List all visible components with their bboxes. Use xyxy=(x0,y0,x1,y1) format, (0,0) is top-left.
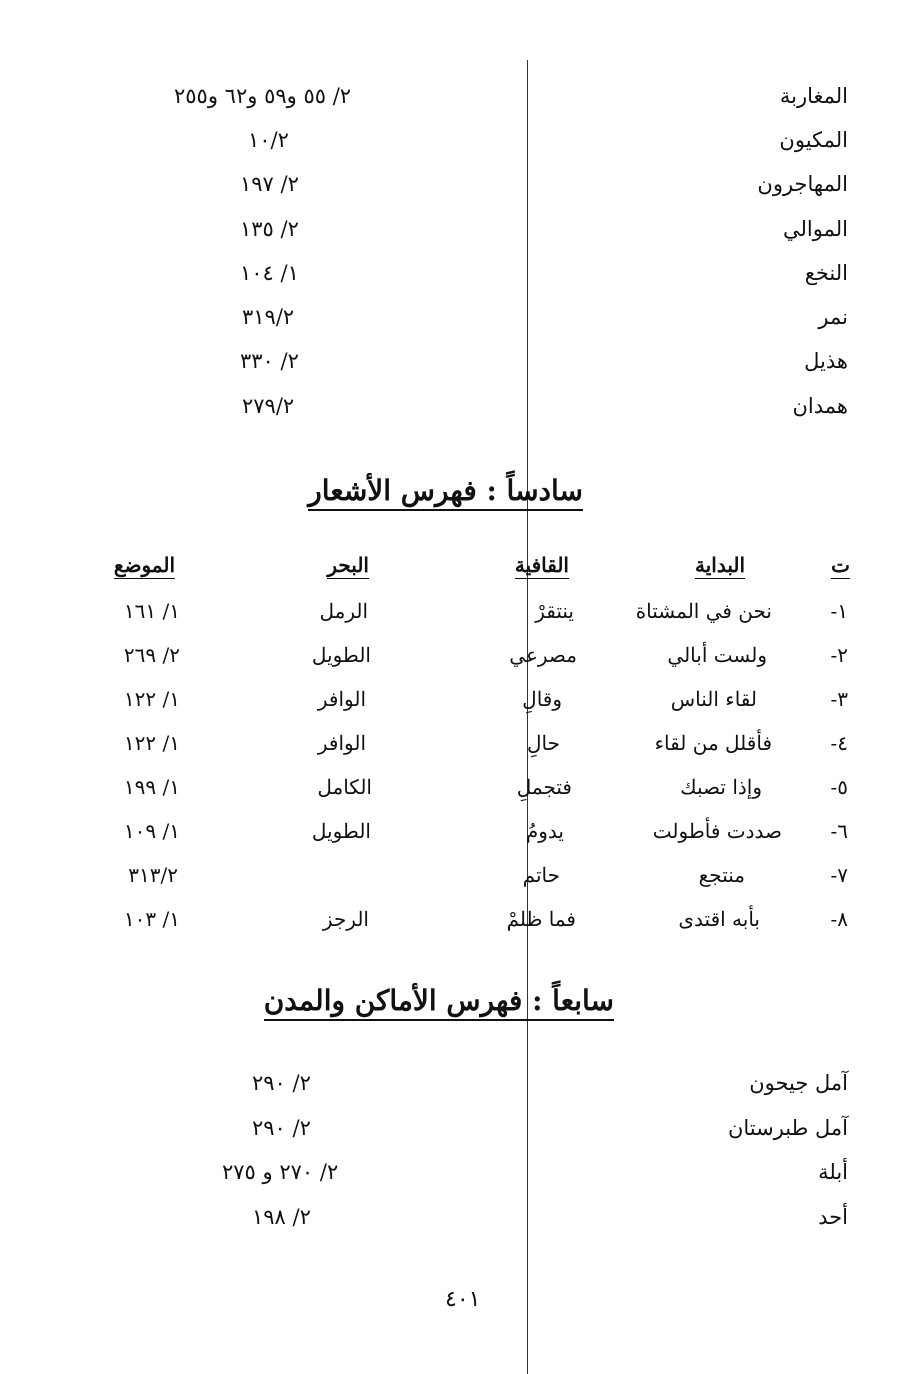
index-entry xyxy=(48,172,848,208)
entry-name: نمر xyxy=(818,305,848,329)
page-number: ٤٠١ xyxy=(445,1287,481,1312)
entry-name: النخع xyxy=(804,261,848,285)
index-entry xyxy=(48,84,848,120)
entry-name: المكيون xyxy=(779,128,848,152)
index-entry xyxy=(48,217,848,253)
entry-reference: ٢/ ٢٩٠ xyxy=(252,1071,311,1095)
entry-reference: ٢/ ٥٥ و٥٩ و٦٢ و٢٥٥ xyxy=(174,84,352,108)
row-opening: نحن في المشتاة xyxy=(635,599,772,623)
row-location: ١/ ١٢٢ xyxy=(123,687,180,711)
index-entry xyxy=(48,305,848,341)
entry-reference: ٢/ ٢٩٠ xyxy=(252,1116,311,1140)
entry-reference: ٢/ ١٣٥ xyxy=(240,217,299,241)
row-rhyme: حالِ xyxy=(527,731,560,755)
row-number: ١- xyxy=(830,599,848,623)
row-location: ٢/ ٢٦٩ xyxy=(123,643,180,667)
index-entry xyxy=(48,261,848,297)
index-entry xyxy=(48,1071,848,1107)
index-entry xyxy=(48,349,848,385)
entry-name: الموالي xyxy=(783,217,848,241)
header-opening: البداية xyxy=(694,553,745,577)
row-rhyme: مصرعي xyxy=(509,643,577,667)
index-entry xyxy=(48,1160,848,1196)
row-opening: ولست أبالي xyxy=(667,643,767,667)
entry-reference: ١/ ١٠٤ xyxy=(240,261,299,285)
index-entry xyxy=(48,1205,848,1241)
row-number: ٨- xyxy=(830,907,848,931)
row-opening: منتجع xyxy=(698,863,745,887)
row-meter: الرمل xyxy=(319,599,368,623)
row-location: ١/ ١٢٢ xyxy=(123,731,180,755)
row-meter: الطويل xyxy=(311,643,371,667)
row-number: ٤- xyxy=(830,731,848,755)
index-entry xyxy=(48,1116,848,1152)
entry-reference: ١٠/٢ xyxy=(248,128,289,152)
row-rhyme: وقالِ xyxy=(522,687,562,711)
entry-name: آمل طبرستان xyxy=(727,1116,848,1140)
places-section-heading: سابعاً : فهرس الأماكن والمدن xyxy=(264,984,614,1021)
row-opening: وإذا تصبك xyxy=(680,775,762,799)
poetry-section-heading: سادساً : فهرس الأشعار xyxy=(308,474,583,511)
row-location: ٣١٣/٢ xyxy=(128,863,178,887)
entry-reference: ٣١٩/٢ xyxy=(242,305,295,329)
header-location: الموضع xyxy=(113,553,175,577)
row-opening: صددت فأطولت xyxy=(652,819,782,843)
entry-reference: ٢/ ٢٧٠ و ٢٧٥ xyxy=(222,1160,339,1184)
row-number: ٣- xyxy=(830,687,848,711)
entry-reference: ٢٧٩/٢ xyxy=(242,394,295,418)
row-location: ١/ ١٩٩ xyxy=(123,775,180,799)
entry-name: أبلة xyxy=(818,1160,848,1184)
row-number: ٢- xyxy=(830,643,848,667)
row-rhyme: يدومُ xyxy=(525,819,564,843)
row-rhyme: ينتقرْ xyxy=(535,599,574,623)
entry-reference: ٢/ ٣٣٠ xyxy=(240,349,299,373)
header-meter: البحر xyxy=(327,553,369,577)
entry-name: آمل جيحون xyxy=(749,1071,848,1095)
row-number: ٦- xyxy=(830,819,848,843)
row-meter: الرجز xyxy=(322,907,369,931)
row-opening: بأبه اقتدى xyxy=(678,907,760,931)
header-number: ت xyxy=(831,553,850,577)
row-opening: لقاء الناس xyxy=(670,687,757,711)
row-location: ١/ ١٠٣ xyxy=(123,907,180,931)
row-meter: الوافر xyxy=(317,731,366,755)
row-opening: فأقلل من لقاء xyxy=(654,731,772,755)
header-rhyme: القافية xyxy=(514,553,569,577)
row-rhyme: فتجملِ xyxy=(516,775,572,799)
entry-name: المغاربة xyxy=(779,84,848,108)
entry-name: همدان xyxy=(792,394,848,418)
index-entry xyxy=(48,394,848,430)
row-number: ٥- xyxy=(830,775,848,799)
index-entry xyxy=(48,128,848,164)
entry-name: هذيل xyxy=(804,349,848,373)
row-rhyme: حاتم xyxy=(522,863,560,887)
entry-reference: ٢/ ١٩٨ xyxy=(252,1205,311,1229)
row-number: ٧- xyxy=(830,863,848,887)
row-location: ١/ ١٦١ xyxy=(123,599,180,623)
row-meter: الكامل xyxy=(317,775,372,799)
entry-reference: ٢/ ١٩٧ xyxy=(240,172,299,196)
row-rhyme: فما ظلمْ xyxy=(506,907,576,931)
row-meter: الوافر xyxy=(317,687,366,711)
row-meter: الطويل xyxy=(311,819,371,843)
row-location: ١/ ١٠٩ xyxy=(123,819,180,843)
entry-name: أحد xyxy=(818,1205,848,1229)
entry-name: المهاجرون xyxy=(757,172,848,196)
